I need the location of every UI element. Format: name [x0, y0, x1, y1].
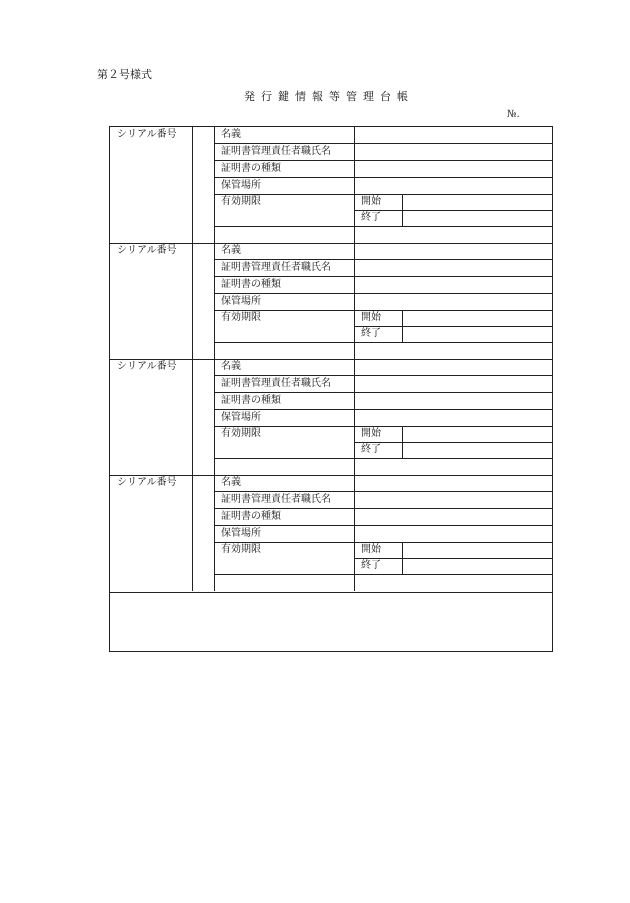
- certificate-type-label: 証明書の種類: [221, 511, 281, 522]
- validity-end-label: 終了: [361, 328, 381, 339]
- validity-end-label: 終了: [361, 560, 381, 571]
- row-divider: [214, 426, 552, 427]
- row-divider: [214, 574, 552, 575]
- ledger-entry: [110, 243, 552, 359]
- ledger-entry: [110, 127, 552, 243]
- remarks-area: [110, 593, 552, 651]
- validity-period-label: 有効期限: [221, 196, 261, 207]
- row-divider: [214, 310, 552, 311]
- column-divider: [192, 243, 193, 359]
- validity-start-label: 開始: [361, 544, 381, 555]
- column-divider: [402, 194, 403, 226]
- serial-number-label: シリアル番号: [117, 361, 177, 372]
- validity-period-label: 有効期限: [221, 312, 261, 323]
- validity-period-label: 有効期限: [221, 544, 261, 555]
- row-divider: [214, 458, 552, 459]
- name-label: 名義: [221, 477, 241, 488]
- serial-number-label: シリアル番号: [117, 477, 177, 488]
- row-divider: [214, 342, 552, 343]
- storage-location-label: 保管場所: [221, 412, 261, 423]
- certificate-manager-label: 証明書管理責任者職氏名: [221, 494, 331, 505]
- name-label: 名義: [221, 245, 241, 256]
- validity-start-label: 開始: [361, 196, 381, 207]
- storage-location-label: 保管場所: [221, 528, 261, 539]
- validity-end-label: 終了: [361, 444, 381, 455]
- row-divider: [354, 442, 552, 443]
- validity-start-label: 開始: [361, 428, 381, 439]
- row-divider: [354, 326, 552, 327]
- row-divider: [214, 409, 552, 410]
- column-divider: [192, 127, 193, 243]
- certificate-manager-label: 証明書管理責任者職氏名: [221, 262, 331, 273]
- validity-end-label: 終了: [361, 212, 381, 223]
- row-divider: [214, 293, 552, 294]
- column-divider: [402, 310, 403, 342]
- column-divider: [402, 542, 403, 574]
- column-divider: [192, 475, 193, 591]
- validity-start-label: 開始: [361, 312, 381, 323]
- storage-location-label: 保管場所: [221, 180, 261, 191]
- row-divider: [214, 177, 552, 178]
- certificate-manager-label: 証明書管理責任者職氏名: [221, 378, 331, 389]
- ledger-table: [109, 126, 553, 652]
- column-divider: [402, 426, 403, 458]
- row-divider: [214, 542, 552, 543]
- row-divider: [354, 558, 552, 559]
- validity-period-label: 有効期限: [221, 428, 261, 439]
- certificate-type-label: 証明書の種類: [221, 279, 281, 290]
- name-label: 名義: [221, 129, 241, 140]
- column-divider: [192, 359, 193, 475]
- certificate-type-label: 証明書の種類: [221, 395, 281, 406]
- ledger-entry: [110, 359, 552, 475]
- row-divider: [354, 210, 552, 211]
- certificate-type-label: 証明書の種類: [221, 163, 281, 174]
- form-label: 第２号様式: [97, 68, 152, 81]
- row-divider: [214, 226, 552, 227]
- name-label: 名義: [221, 361, 241, 372]
- number-label: №.: [507, 109, 520, 120]
- document-title: 発行鍵情報等管理台帳: [244, 90, 414, 103]
- ledger-entry: [110, 475, 552, 591]
- row-divider: [214, 194, 552, 195]
- serial-number-label: シリアル番号: [117, 129, 177, 140]
- certificate-manager-label: 証明書管理責任者職氏名: [221, 146, 331, 157]
- serial-number-label: シリアル番号: [117, 245, 177, 256]
- storage-location-label: 保管場所: [221, 296, 261, 307]
- row-divider: [214, 525, 552, 526]
